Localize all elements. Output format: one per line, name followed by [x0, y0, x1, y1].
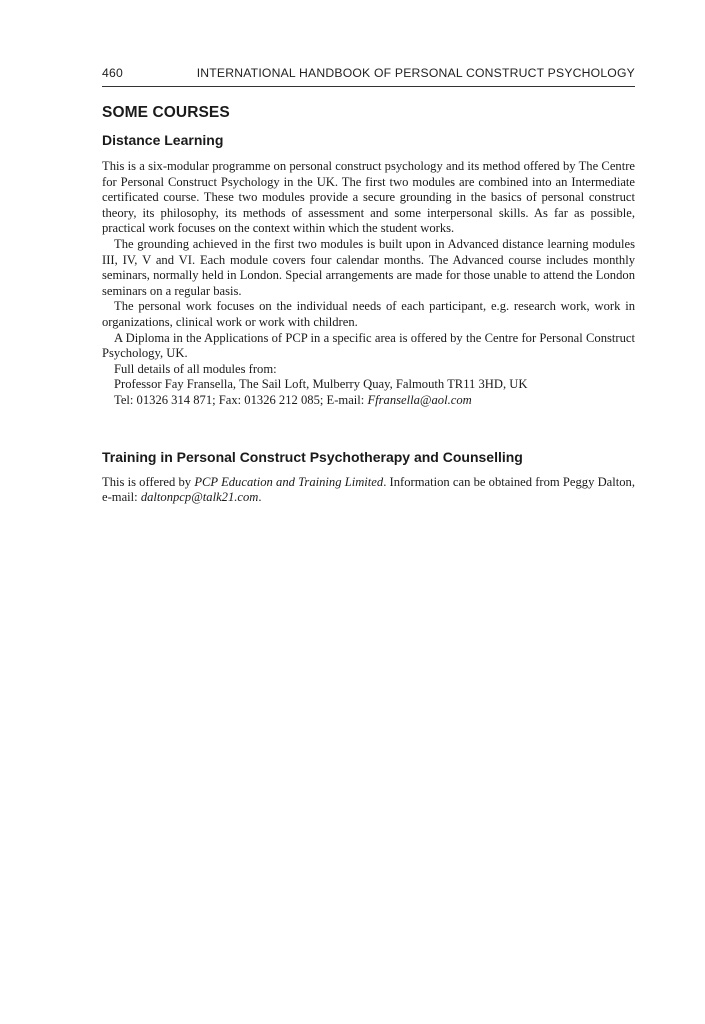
- section-title: SOME COURSES: [102, 104, 230, 121]
- line-contact: [102, 393, 635, 409]
- paragraph-personal-work: The personal work focuses on the individual needs of each participant, e.g. research work, work in organizations, clinical work or work with children.: [102, 299, 635, 329]
- contact-email[interactable]: Ffransella@aol.com: [367, 392, 472, 407]
- training-text-b: . Information can be obtained from Peggy Dalton, e-mail:: [102, 474, 636, 505]
- training-text-c: .: [258, 490, 262, 505]
- heading-training: Training in Personal Construct Psychotherapy and Counselling: [102, 448, 523, 465]
- training-email[interactable]: daltonpcp@talk21.com: [140, 490, 259, 505]
- book-title: INTERNATIONAL HANDBOOK OF PERSONAL CONSTRUCT PSYCHOLOGY: [196, 66, 635, 80]
- line-address: Professor Fay Fransella, The Sail Loft, Mulberry Quay, Falmouth TR11 3HD, UK: [114, 377, 528, 392]
- paragraph-advanced: The grounding achieved in the first two modules is built upon in Advanced distance learning modules III, IV, V and VI. Each module covers four calendar months. The Advanced course includes monthly seminars, normally held in London. Special arrangements are made for those unable to attend the London seminars on a regular basis.: [102, 236, 635, 298]
- paragraph-programme: This is a six-modular programme on personal construct psychology and its method offered by The Centre for Personal Construct Psychology in the UK. The first two modules are combined into an Intermediate certificated course. These two modules provide a secure grounding in the basics of personal construct theory, its philosophy, its methods of assessment and some interpersonal skills. As far as possible, practical work focuses on the context within which the student works.: [102, 159, 635, 236]
- distance-learning-body: [102, 159, 635, 409]
- paragraph-training: [102, 475, 635, 506]
- page: [102, 66, 635, 506]
- training-org: PCP Education and Training Limited: [194, 474, 384, 489]
- running-header: [102, 66, 635, 87]
- paragraph-diploma: A Diploma in the Applications of PCP in a specific area is offered by the Centre for Personal Construct Psychology, UK.: [102, 330, 635, 361]
- page-number: 460: [102, 66, 123, 80]
- training-text-a: This is offered by: [102, 474, 195, 489]
- training-body: [102, 475, 635, 506]
- contact-numbers: Tel: 01326 314 871; Fax: 01326 212 085; E-mail:: [114, 392, 368, 407]
- heading-distance-learning: Distance Learning: [102, 132, 224, 148]
- line-details: Full details of all modules from:: [114, 361, 277, 376]
